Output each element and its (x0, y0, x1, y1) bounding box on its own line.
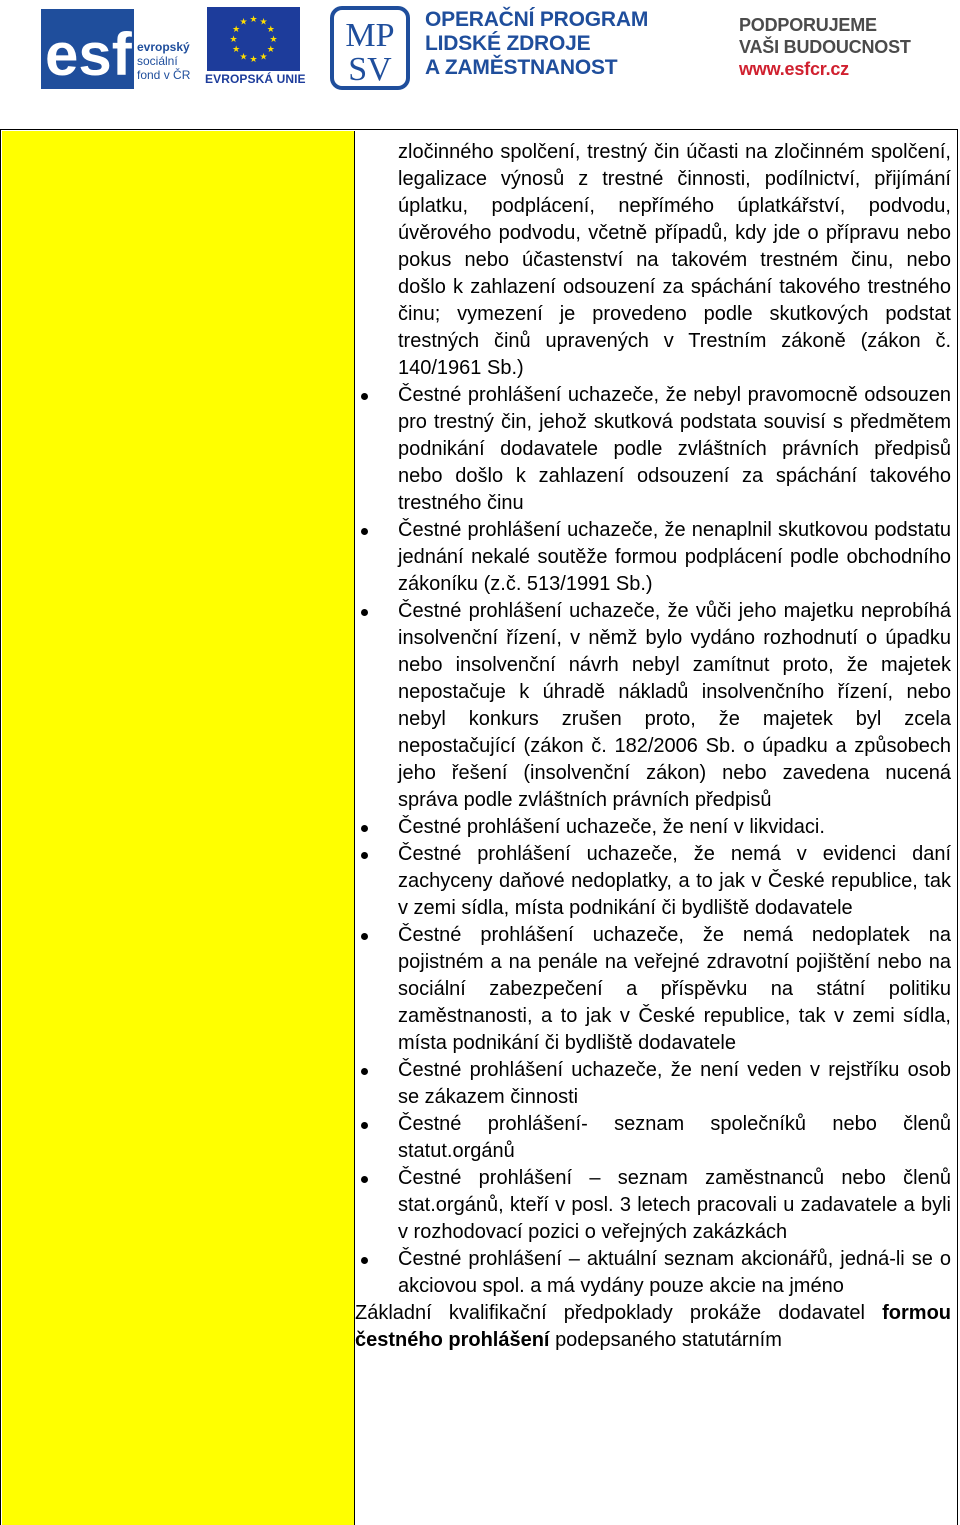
svg-text:★: ★ (259, 17, 268, 28)
svg-text:★: ★ (232, 45, 241, 55)
slogan-line1: PODPORUJEME (739, 15, 877, 35)
bullet-icon (361, 825, 368, 832)
slogan-line2: VAŠI BUDOUCNOST (739, 37, 911, 57)
logo-header (0, 0, 960, 100)
svg-text:★: ★ (249, 15, 258, 25)
list-item (355, 1111, 951, 1165)
svg-text:★: ★ (249, 55, 258, 65)
list-item (355, 1246, 951, 1300)
bullet-icon (361, 1068, 368, 1075)
op-title-line2: LIDSKÉ ZDROJE (425, 32, 591, 55)
bullet-icon (361, 1257, 368, 1264)
svg-text:★: ★ (266, 45, 275, 55)
closing-lead: Základní kvalifikační předpoklady prokáže dodavatel (355, 1302, 865, 1324)
esf-line1: evropský (137, 40, 190, 54)
svg-text:★: ★ (229, 35, 238, 45)
mpsv-line1: MP (345, 17, 395, 54)
esf-line2: sociální (137, 54, 178, 68)
list-item (355, 841, 951, 922)
svg-text:★: ★ (232, 25, 241, 35)
bullet-icon (361, 528, 368, 535)
list-item (355, 598, 951, 814)
list-item-text: Čestné prohlášení uchazeče, že nenaplnil skutkovou podstatu jednání nekalé soutěže formou podplácení podle obchodního zákoníku (z.č. 513/1991 Sb.) (398, 519, 951, 595)
eu-flag-icon (207, 7, 300, 71)
op-title (425, 8, 725, 80)
list-item (355, 814, 951, 841)
list-item (355, 517, 951, 598)
bullet-icon (361, 393, 368, 400)
highlighted-left-cell (2, 131, 355, 1525)
list-item-text: Čestné prohlášení uchazeče, že nebyl pravomocně odsouzen pro trestný čin, jehož skutková podstata souvisí s předmětem podnikání dodavatele podle zvláštních právních předpisů nebo došlo k zahlazení odsouzení za spáchání takového trestného činu (398, 384, 951, 514)
list-item-text: Čestné prohlášení- seznam společníků nebo členů statut.orgánů (398, 1113, 951, 1162)
svg-text:★: ★ (269, 35, 278, 45)
bullet-icon (361, 852, 368, 859)
website-url: www.esfcr.cz (739, 59, 849, 79)
svg-text:★: ★ (259, 52, 268, 63)
list-item-text: Čestné prohlášení uchazeče, že vůči jeho majetku neprobíhá insolvenční řízení, v němž bylo vydáno rozhodnutí o úpadku nebo insolvenční návrh nebyl zamítnut proto, že majetek nepostačuje k úhradě nákladů insolvenčního řízení, nebo nebyl konkurs zrušen proto, že majetek byl zcela nepostačující (zákon č. 182/2006 Sb. o úpadku a způsobech jeho řešení (insolvenční zákon) nebo zavedena nucená správa podle zvláštních právních předpisů (398, 600, 951, 811)
slogan-block (739, 14, 954, 80)
mpsv-line2: SV (348, 51, 392, 88)
continuation-paragraph: zločinného spolčení, trestný čin účasti na zločinném spolčení, legalizace výnosů z trestné činnosti, podílnictví, přijímání úplatku, podplácení, nepřímého úplatkářství, podvodu, úvěrového podvodu, včetně případů, kdy jde o přípravu nebo pokus nebo účastenství na takovém trestném činu, nebo došlo k zahlazení odsouzení za spáchání takového trestného činu; vymezení je provedeno podle skutkových podstat trestných činů upravených v Trestním zákoně (zákon č. 140/1961 Sb.) (398, 141, 951, 379)
svg-text:★: ★ (239, 52, 248, 63)
op-title-line1: OPERAČNÍ PROGRAM (425, 8, 649, 31)
list-item-text: Čestné prohlášení uchazeče, že nemá nedoplatek na pojistném a na penále na veřejné zdravotní pojištění nebo na sociální zabezpečení a příspěvku na státní politiku zaměstnanosti, a to jak v České republice, tak v zemi sídla, místa podnikání či bydliště dodavatele (398, 924, 951, 1054)
list-item (355, 382, 951, 517)
list-item-text: Čestné prohlášení uchazeče, že není veden v rejstříku osob se zákazem činnosti (398, 1059, 951, 1108)
list-item (355, 1165, 951, 1246)
list-item (355, 1057, 951, 1111)
bullet-icon (361, 609, 368, 616)
requirements-content (355, 139, 951, 1354)
list-item (355, 922, 951, 1057)
bullet-icon (361, 1122, 368, 1129)
esf-line3: fond v ČR (137, 68, 191, 82)
bullet-icon (361, 1176, 368, 1183)
mpsv-logo (330, 6, 410, 90)
list-item-text: Čestné prohlášení uchazeče, že není v likvidaci. (398, 816, 825, 838)
closing-bold: formou čestného prohlášení (355, 1302, 952, 1351)
esf-logo (41, 9, 201, 89)
closing-paragraph (355, 1300, 951, 1354)
list-item-text: Čestné prohlášení – seznam zaměstnanců nebo členů stat.orgánů, kteří v posl. 3 letech pracovali u zadavatele a byli v rozhodovací pozici o veřejných zakázkách (398, 1167, 951, 1243)
bullet-icon (361, 933, 368, 940)
list-item-text: Čestné prohlášení – aktuální seznam akcionářů, jedná-li se o akciovou spol. a má vydány pouze akcie na jméno (398, 1248, 951, 1297)
list-item-text: Čestné prohlášení uchazeče, že nemá v evidenci daní zachyceny daňové nedoplatky, a to jak v České republice, tak v zemi sídla, místa podnikání či bydliště dodavatele (398, 843, 951, 919)
svg-text:★: ★ (239, 17, 248, 28)
closing-tail: podepsaného statutárním (555, 1329, 782, 1351)
op-title-line3: A ZAMĚSTNANOST (425, 56, 618, 79)
eu-label: EVROPSKÁ UNIE (205, 72, 306, 86)
svg-text:★: ★ (266, 25, 275, 35)
esf-mark: esf (45, 21, 132, 88)
